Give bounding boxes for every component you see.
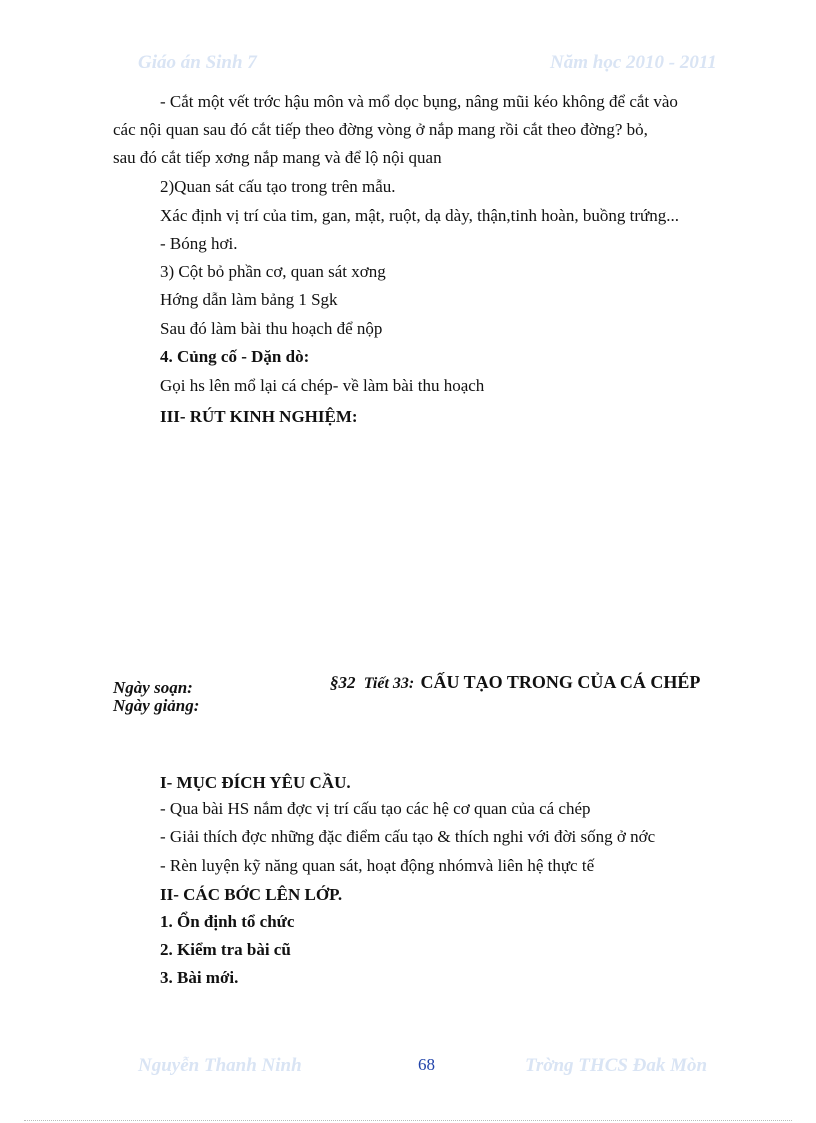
- paragraph: Sau đó làm bài thu hoạch để nộp: [160, 319, 383, 338]
- paragraph: sau đó cắt tiếp xơng nắp mang và để lộ nội quan: [113, 148, 442, 167]
- tiet-label: Tiết 33:: [363, 675, 415, 692]
- paragraph: - Qua bài HS nắm đợc vị trí cấu tạo các hệ cơ quan của cá chép: [160, 799, 591, 818]
- paragraph: - Bóng hơi.: [160, 234, 238, 253]
- section-number: §32: [330, 673, 356, 692]
- paragraph: Gọi hs lên mổ lại cá chép- về làm bài thu hoạch: [160, 376, 485, 395]
- footer-right: Trờng THCS Đak Mòn: [525, 1055, 708, 1076]
- step-item: 1. Ổn định tổ chức: [160, 912, 295, 931]
- heading-rut-kinh-nghiem: III- RÚT KINH NGHIỆM:: [160, 407, 358, 426]
- step-item: 2. Kiểm tra bài cũ: [160, 940, 291, 959]
- ngay-giang-label: Ngày giảng:: [113, 696, 200, 715]
- page-number: 68: [418, 1055, 435, 1074]
- heading-cung-co: 4. Củng cố - Dặn dò:: [160, 347, 310, 366]
- page-edge-divider: [24, 1120, 792, 1121]
- paragraph: - Rèn luyện kỹ năng quan sát, hoạt động nhómvà liên hệ thực tế: [160, 856, 595, 875]
- step-item: 3. Bài mới.: [160, 968, 239, 987]
- paragraph: - Giải thích đợc những đặc điểm cấu tạo & thích nghi với đời sống ở nớc: [160, 827, 656, 846]
- ngay-soan-label: Ngày soạn:: [113, 678, 193, 697]
- header-right: Năm học 2010 - 2011: [550, 52, 717, 73]
- heading-muc-dich: I- MỤC ĐÍCH YÊU CẦU.: [160, 773, 351, 792]
- paragraph: Hớng dẫn làm bảng 1 Sgk: [160, 290, 338, 309]
- heading-cac-buoc: II- CÁC BỚC LÊN LỚP.: [160, 885, 343, 904]
- paragraph: - Cắt một vết trớc hậu môn và mổ dọc bụng, nâng mũi kéo không để cắt vào: [160, 92, 678, 111]
- lesson-heading: [330, 672, 700, 693]
- paragraph: 3) Cột bỏ phần cơ, quan sát xơng: [160, 262, 386, 281]
- footer-left: Nguyễn Thanh Ninh: [138, 1055, 302, 1076]
- paragraph: Xác định vị trí của tim, gan, mật, ruột, dạ dày, thận,tinh hoàn, buồng trứng...: [160, 206, 679, 225]
- paragraph: các nội quan sau đó cắt tiếp theo đờng vòng ở nắp mang rồi cắt theo đờng? bỏ,: [113, 120, 648, 139]
- lesson-title: CẤU TẠO TRONG CỦA CÁ CHÉP: [420, 672, 701, 692]
- paragraph: 2)Quan sát cấu tạo trong trên mẫu.: [160, 177, 396, 196]
- header-left: Giáo án Sinh 7: [138, 52, 257, 73]
